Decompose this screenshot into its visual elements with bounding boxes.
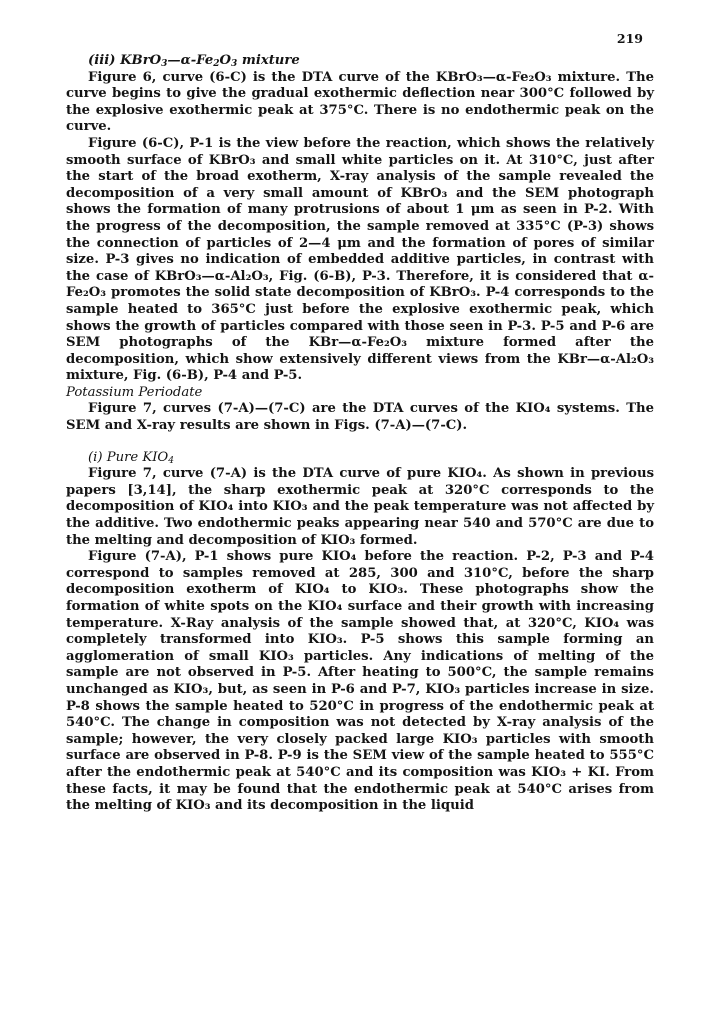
paragraph-figure7a-description: Figure (7-A), P-1 shows pure KIO₄ before the reaction. P-2, P-3 and P-4 correspond to samples removed at 285, 300 and 310°C, before the sharp decomposition exotherm of KIO₄ to KIO₃. These photographs show the formation of white spots on the KIO₄ surface and their growth with increasing temperature. X-Ray analysis of the sample showed that, at 320°C, KIO₄ was completely transformed into KIO₃. P-5 shows this sample forming an agglomeration of small KIO₃ particles. Any indications of melting of the sample are not observed in P-5. After heating to 500°C, the sample remains unchanged as KIO₃, but, as seen in P-6 and P-7, KIO₃ particles increase in size. P-8 shows the sample heated to 520°C in progress of the endothermic peak at 540°C. The change in composition was not detected by X-ray analysis of the sample; however, the very closely packed large KIO₃ particles with smooth surface are observed in P-8. P-9 is the SEM view of the sample heated to 555°C after the endothermic peak at 540°C and its composition was KIO₃ + KI. From these facts, it may be found that the endothermic peak at 540°C arises from the melting of KIO₃ and its decomposition in the liquid bbox=[66, 549, 654, 814]
paragraph-figure7a-curve: Figure 7, curve (7-A) is the DTA curve of pure KIO₄. As shown in previous papers [3,14], the sharp exothermic peak at 320°C corresponds to the decomposition of KIO₄ into KIO₃ and the peak temperature was not affected by the additive. Two endothermic peaks appearing near 540 and 570°C are due to the melting and decomposition of KIO₃ formed. bbox=[66, 466, 654, 548]
paragraph-figure6-curve: Figure 6, curve (6-C) is the DTA curve of the KBrO₃—α-Fe₂O₃ mixture. The curve begins to give the gradual exothermic deflection near 300°C followed by the explosive exothermic peak at 375°C. There is no endothermic peak on the curve. bbox=[66, 69, 654, 135]
section-heading-kbro3-fe2o3: (iii) $KBrO_3—\alpha-Fe_2O_3$ mixture bbox=[88, 53, 300, 69]
paragraph-figure6c-description: Figure (6-C), P-1 is the view before the reaction, which shows the relatively smooth surface of KBrO₃ and small white particles on it. At 310°C, just after the start of the broad exotherm, X-ray analysis of the sample revealed the decomposition of a very small amount of KBrO₃ and the SEM photograph shows the formation of many protrusions of about 1 μm as seen in P-2. With the progress of the decomposition, the sample removed at 335°C (P-3) shows the connection of particles of 2—4 μm and the formation of pores of similar size. P-3 gives no indication of embedded additive particles, in contrast with the case of KBrO₃—α-Al₂O₃, Fig. (6-B), P-3. Therefore, it is considered that α-Fe₂O₃ promotes the solid state decomposition of KBrO₃. P-4 corresponds to the sample heated to 365°C just before the explosive exothermic peak, which shows the growth of particles compared with those seen in P-3. P-5 and P-6 are SEM photographs of the KBr—α-Fe₂O₃ mixture formed after the decomposition, which show extensively different views from the KBr—α-Al₂O₃ mixture, Fig. (6-B), P-4 and P-5. bbox=[66, 135, 654, 384]
section-heading-potassium-periodate: Potassium Periodate bbox=[66, 384, 203, 400]
page-number: 219 bbox=[616, 31, 643, 46]
paragraph-figure7-overview: Figure 7, curves (7-A)—(7-C) are the DTA curves of the KIO₄ systems. The SEM and X-ray results are shown in Figs. (7-A)—(7-C). bbox=[66, 401, 654, 434]
body-text bbox=[66, 53, 654, 815]
section-heading-pure-kio4: (i) Pure $KIO_4$ bbox=[88, 449, 174, 466]
paragraph-gap bbox=[66, 435, 654, 450]
